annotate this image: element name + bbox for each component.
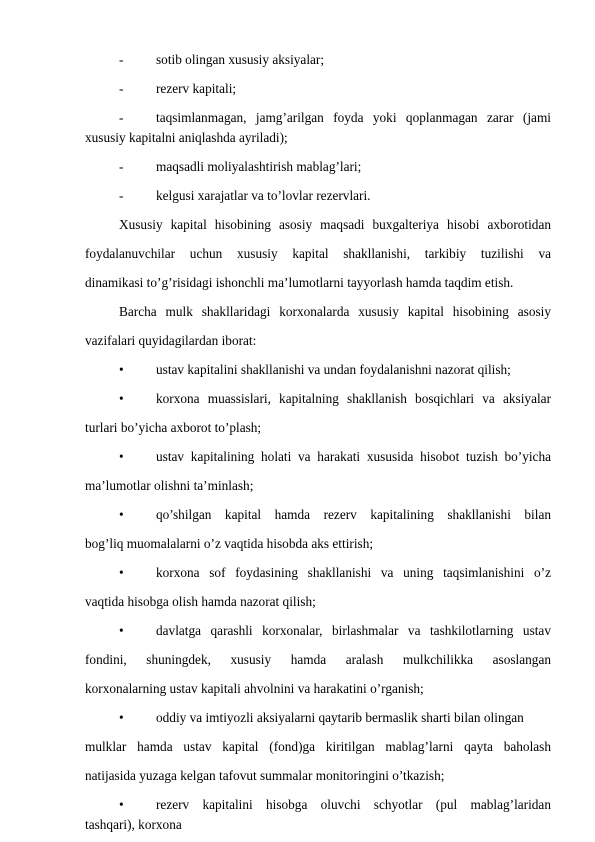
text-line: bog’liq muomalalarni o’z vaqtida hisobda aks ettirish; [85,536,374,551]
dash-marker: - [119,52,124,67]
paragraph-line: vazifalari quyidagilardan iborat: [85,333,257,348]
list-item: korxona muassislari, kapitalning shakllanish bosqichlari va aksiyalar [156,391,551,406]
text-line: natijasida yuzaga kelgan tafovut summalar monitoringini o’tkazish; [85,768,445,783]
list-item: korxona sof foydasining shakllanishi va uning taqsimlanishini o’z [156,565,551,580]
bullet-marker: • [119,623,124,638]
list-item: rezerv kapitali; [156,81,237,96]
text-line: mulklar hamda ustav kapital (fond)ga kiritilgan mablag’larni qayta baholash [85,739,551,754]
text-line: turlari bo’yicha axborot to’plash; [85,420,262,435]
dash-marker: - [119,110,124,125]
list-item: oddiy va imtiyozli aksiyalarni qaytarib bermaslik sharti bilan olingan [156,710,524,725]
dash-marker: - [119,188,124,203]
text-line: korxonalarning ustav kapitali ahvolnini va harakatini o’rganish; [85,681,424,696]
bullet-marker: • [119,710,124,725]
bullet-marker: • [119,565,124,580]
bullet-marker: • [119,797,124,812]
list-item: taqsimlanmagan, jamg’arilgan foyda yoki qoplanmagan zarar (jami [156,110,551,125]
paragraph-line: foydalanuvchilar uchun xususiy kapital shakllanishi, tarkibiy tuzilishi va [85,246,551,261]
paragraph-line: dinamikasi to’g’risidagi ishonchli ma’lumotlarni tayyorlash hamda taqdim etish. [85,275,514,290]
bullet-marker: • [119,449,124,464]
text-line: tashqari), korxona [85,817,182,832]
bullet-marker: • [119,507,124,522]
list-item: davlatga qarashli korxonalar, birlashmalar va tashkilotlarning ustav [156,623,551,638]
bullet-marker: • [119,362,124,377]
list-item: maqsadli moliyalashtirish mablag’lari; [156,159,362,174]
paragraph-line: Barcha mulk shakllaridagi korxonalarda xususiy kapital hisobining asosiy [119,304,551,319]
list-item: qo’shilgan kapital hamda rezerv kapitalining shakllanishi bilan [156,507,551,522]
list-item: kelgusi xarajatlar va to’lovlar rezervlari. [156,188,371,203]
list-item: ustav kapitalini shakllanishi va undan foydalanishni nazorat qilish; [156,362,511,377]
bullet-marker: • [119,391,124,406]
dash-marker: - [119,81,124,96]
text-line: xususiy kapitalni aniqlashda ayriladi); [85,130,288,145]
text-line: ma’lumotlar olishni ta’minlash; [85,478,254,493]
text-line: fondini, shuningdek, xususiy hamda aralash mulkchilikka asoslangan [85,652,551,667]
dash-marker: - [119,159,124,174]
list-item: ustav kapitalining holati va harakati xususida hisobot tuzish bo’yicha [156,449,551,464]
paragraph-line: Xususiy kapital hisobining asosiy maqsadi buxgalteriya hisobi axborotidan [119,217,551,232]
list-item: rezerv kapitalini hisobga oluvchi schyotlar (pul mablag’laridan [156,797,551,812]
list-item: sotib olingan xususiy aksiyalar; [156,52,325,67]
text-line: vaqtida hisobga olish hamda nazorat qilish; [85,594,316,609]
